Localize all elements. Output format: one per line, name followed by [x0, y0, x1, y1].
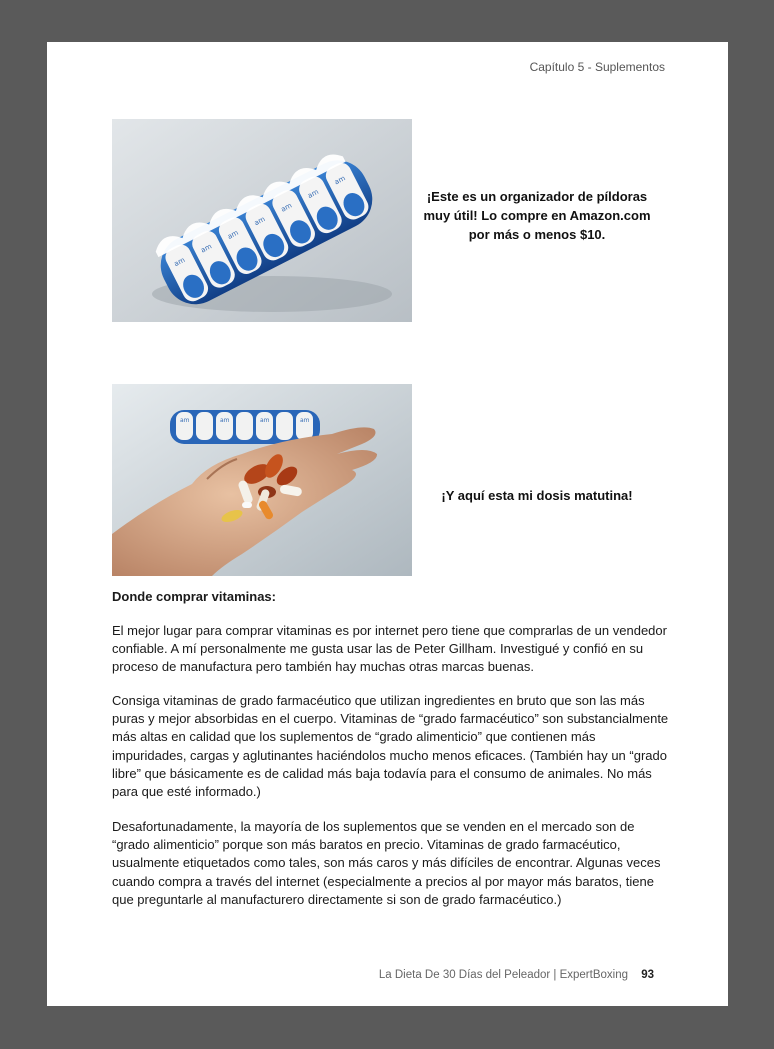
pill-organizer-photo — [112, 119, 412, 322]
organizer-am-label: am — [333, 174, 347, 187]
dose-organizer-am-label: am — [180, 417, 190, 424]
paragraph-where-to-buy: El mejor lugar para comprar vitaminas es por internet pero tiene que comprarlas de un vendedor confiable. A mí personalmente me gusta usar las de Peter Gillham. Investigué y confió en su proceso de manufactura pero también hay muchas otras marcas buenas. — [112, 623, 667, 675]
paragraph-pharmaceutical-grade: Consiga vitaminas de grado farmacéutico que utilizan ingredientes en bruto que son las más puras y mejor absorbidas en el cuerpo. Vitaminas de “grado farmacéutico” son substancialmente más altas en calidad que los suplementos de “grado alimenticio” que contienen más impuridades, cargas y aglutinantes haciéndolos mucho menos eficaces. (También hay un “grado libre” que básicamente es de calidad más baja todavía para el consumo de animales. No más para que esté informado.) — [112, 693, 669, 800]
dose-caption: ¡Y aquí esta mi dosis matutina! — [441, 488, 633, 503]
section-heading: Donde comprar vitaminas: — [112, 589, 276, 604]
dose-organizer-am-label: am — [300, 417, 310, 424]
organizer-am-label: am — [306, 187, 320, 201]
footer-book-title: La Dieta De 30 Días del Peleador | ExpertBoxing — [378, 969, 628, 981]
organizer-caption: ¡Este es un organizador de píldoras muy útil! Lo compre en Amazon.com por más o menos $10. — [423, 189, 651, 242]
organizer-am-label: am — [252, 215, 267, 228]
dose-organizer-am-label: am — [220, 417, 230, 424]
dose-organizer-am-label: am — [260, 417, 270, 424]
organizer-am-label: am — [172, 255, 187, 269]
organizer-am-label: am — [199, 242, 214, 255]
page-number: 93 — [641, 969, 654, 981]
morning-dose-photo — [112, 384, 412, 576]
paragraph-food-grade: Desafortunadamente, la mayoría de los suplementos que se venden en el mercado son de “grado alimenticio” porque son más baratos en precio. Vitaminas de grado farmacéutico, usualmente etiquetados como tales, son más caros y más difíciles de encontrar. Algunas veces cuando compra a través del internet (especialmente a precios al por mayor más baratos, tiene que preguntarle al manufacturero directamente si son de grado farmacéutico.) — [112, 819, 661, 907]
running-footer — [379, 969, 654, 981]
organizer-am-label: am — [279, 201, 294, 214]
document-page — [47, 42, 728, 1006]
running-header: Capítulo 5 - Suplementos — [529, 60, 665, 74]
organizer-am-label: am — [226, 228, 240, 241]
